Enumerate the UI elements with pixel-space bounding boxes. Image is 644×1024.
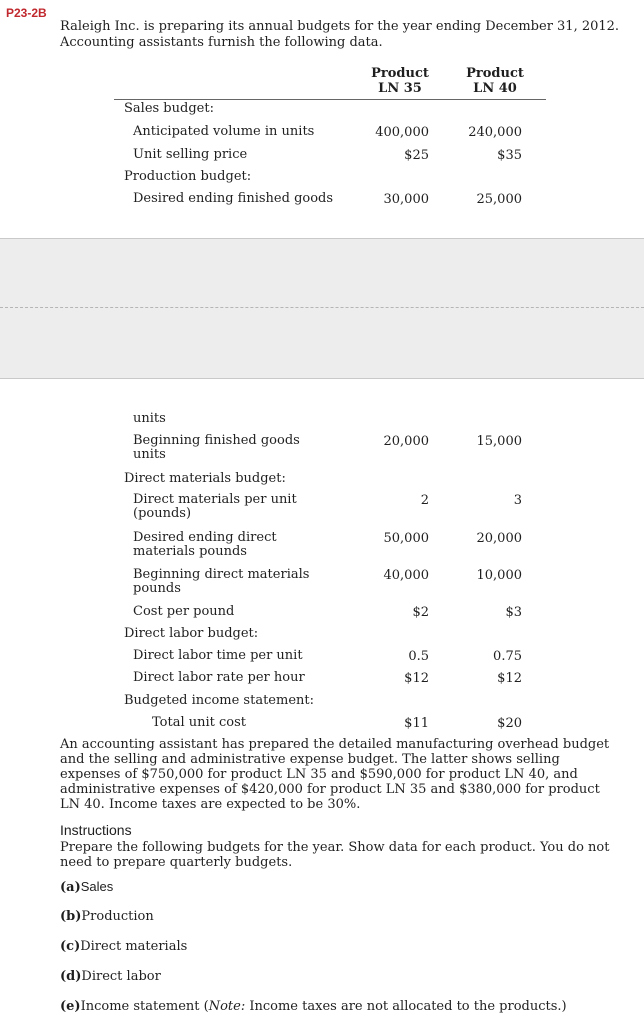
item-key: (a): [60, 880, 81, 895]
value-ln35-total-unit-cost: $11: [404, 716, 429, 731]
item-label: Sales: [80, 879, 114, 894]
value-ln40-desired-ending-dm: 20,000: [476, 531, 522, 546]
value-ln40-dm-per-unit: 3: [513, 493, 522, 508]
value-ln40-beginning-fg: 15,000: [476, 434, 522, 449]
header-divider: [114, 99, 546, 100]
value-ln40-cost-per-pound: $3: [505, 605, 522, 620]
row-label-dl-rate: Direct labor rate per hour: [133, 670, 305, 685]
item-label: Income statement (: [80, 999, 209, 1014]
value-ln40-anticipated-volume: 240,000: [468, 125, 522, 140]
problem-id: P23-2B: [6, 6, 47, 20]
row-label-anticipated-volume: Anticipated volume in units: [133, 124, 315, 139]
item-label: Direct labor: [81, 969, 161, 984]
note-label: Note:: [208, 999, 246, 1014]
row-label-units-continued: units: [133, 411, 166, 426]
assistant-paragraph: An accounting assistant has prepared the detailed manufacturing overhead budget and the selling and administrative expense budget. The latter shows selling expenses of $750,000 for product LN 35 and $590,000 for product LN 40, and administrative expenses of $420,000 for product LN 35 and $380,000 for product LN 40. Income taxes are expected to be 30%.: [60, 737, 610, 812]
intro-text: Raleigh Inc. is preparing its annual budgets for the year ending December 31, 2012. Accounting assistants furnish the following data.: [60, 19, 620, 50]
instructions-title: Instructions: [60, 822, 132, 838]
value-ln40-beginning-dm: 10,000: [476, 568, 522, 583]
page-break-line: [0, 307, 644, 308]
row-label-unit-selling-price: Unit selling price: [133, 147, 248, 162]
value-ln35-cost-per-pound: $2: [412, 605, 429, 620]
column-header-ln40: [450, 66, 540, 96]
column-header-line1: Product: [371, 66, 429, 81]
row-label-cost-per-pound: Cost per pound: [133, 604, 235, 619]
item-label: Direct materials: [80, 939, 188, 954]
column-header-line1: Product: [466, 66, 524, 81]
row-label-beginning-dm: Beginning direct materials pounds: [133, 567, 310, 596]
value-ln35-beginning-dm: 40,000: [383, 568, 429, 583]
item-key: (e): [60, 999, 81, 1014]
value-ln40-total-unit-cost: $20: [497, 716, 522, 731]
page-break-gap: [0, 238, 644, 379]
section-direct-materials-budget: Direct materials budget:: [124, 471, 286, 486]
column-header-line2: LN 40: [473, 81, 517, 96]
value-ln35-desired-ending-dm: 50,000: [383, 531, 429, 546]
value-ln40-dl-time: 0.75: [493, 649, 522, 664]
value-ln40-unit-selling-price: $35: [497, 148, 522, 163]
value-ln35-dm-per-unit: 2: [420, 493, 429, 508]
column-header-line2: LN 35: [378, 81, 422, 96]
section-production-budget: Production budget:: [124, 169, 252, 184]
value-ln35-beginning-fg: 20,000: [383, 434, 429, 449]
value-ln35-anticipated-volume: 400,000: [375, 125, 429, 140]
row-label-desired-ending-fg: Desired ending finished goods: [133, 191, 334, 206]
row-label-dl-time: Direct labor time per unit: [133, 648, 303, 663]
instruction-item-b: [60, 909, 154, 924]
row-label-beginning-fg: Beginning finished goods units: [133, 433, 300, 462]
value-ln35-desired-ending-fg: 30,000: [383, 192, 429, 207]
section-direct-labor-budget: Direct labor budget:: [124, 626, 259, 641]
item-key: (c): [60, 939, 81, 954]
item-label: Production: [81, 909, 154, 924]
instruction-item-e: [60, 999, 567, 1014]
value-ln40-dl-rate: $12: [497, 671, 522, 686]
column-header-ln35: [355, 66, 445, 96]
instructions-text: Prepare the following budgets for the year. Show data for each product. You do not need to prepare quarterly budgets.: [60, 840, 610, 870]
section-budgeted-income-statement: Budgeted income statement:: [124, 693, 314, 708]
item-key: (d): [60, 969, 82, 984]
row-label-desired-ending-dm: Desired ending direct materials pounds: [133, 530, 277, 559]
value-ln40-desired-ending-fg: 25,000: [476, 192, 522, 207]
row-label-total-unit-cost: Total unit cost: [152, 715, 247, 730]
instruction-item-c: [60, 939, 187, 954]
row-label-dm-per-unit: Direct materials per unit (pounds): [133, 492, 297, 521]
instruction-item-d: [60, 969, 161, 984]
note-text: Income taxes are not allocated to the products.): [245, 999, 567, 1014]
instruction-item-a: [60, 879, 113, 895]
item-key: (b): [60, 909, 82, 924]
value-ln35-dl-rate: $12: [404, 671, 429, 686]
value-ln35-dl-time: 0.5: [408, 649, 429, 664]
value-ln35-unit-selling-price: $25: [404, 148, 429, 163]
section-sales-budget: Sales budget:: [124, 101, 214, 116]
